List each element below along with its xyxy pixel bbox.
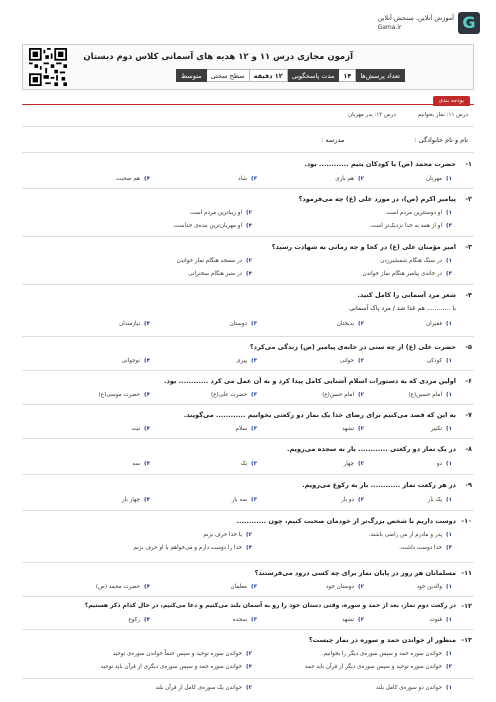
option[interactable]: ۲)چهار xyxy=(343,461,364,467)
divider xyxy=(22,474,474,475)
divider xyxy=(22,336,474,337)
option[interactable]: ۴)نیت xyxy=(131,426,150,432)
stat-questions-value: ۱۴ xyxy=(338,69,356,82)
section-label: بودجه بندی xyxy=(433,96,470,106)
question-number: ۶- xyxy=(465,377,472,385)
option[interactable]: ۴)حضرت موسی(ع) xyxy=(98,392,150,398)
divider xyxy=(22,370,474,371)
option[interactable]: ۳)یک xyxy=(240,461,257,467)
option[interactable]: ۴)خدا را دوست دارم و می‌خواهم با او حرف بزنم xyxy=(133,545,252,551)
question-number: ۹- xyxy=(465,481,472,489)
option[interactable]: ۱)فقیران xyxy=(426,321,452,327)
option[interactable]: ۱)کودکی xyxy=(426,358,452,364)
divider xyxy=(22,678,474,679)
divider xyxy=(22,236,474,237)
option[interactable]: ۱)او دوستترین مردم است. xyxy=(384,210,452,216)
question-number: ۳- xyxy=(465,243,472,251)
option[interactable]: ۲)خواندن سوره توحید و سپس حتماً خواندن سوره‌ی توحید xyxy=(112,651,252,657)
option[interactable]: ۲)امام حسن(ع) xyxy=(322,392,364,398)
stat-duration-value: ۱۲ دقیقه xyxy=(249,69,288,82)
exam-header xyxy=(22,44,474,90)
lesson-list xyxy=(28,112,468,118)
option[interactable]: ۱)مهربان xyxy=(425,176,452,182)
brand-url: Gama.ir xyxy=(377,24,402,31)
option[interactable]: ۱)قنوت xyxy=(429,617,452,623)
lesson-item: درس ۱۱: نماز بخوانیم xyxy=(417,112,468,118)
divider xyxy=(22,284,474,285)
option[interactable]: ۲)تشهد xyxy=(341,617,364,623)
option[interactable]: ۱)امام حسین(ع) xyxy=(408,392,452,398)
option[interactable]: ۴)او مهربان‌ترین بنده‌ی خداست. xyxy=(172,223,252,229)
option[interactable]: ۴)حضرت محمد (ص) xyxy=(95,584,150,590)
question-text: اولین مردی که به دستورات اسلام آشنایی کامل پیدا کرد و به آن عمل می کرد ............ بود. xyxy=(164,377,456,385)
divider xyxy=(22,126,474,127)
option[interactable]: ۳)معلمان xyxy=(230,584,257,590)
qr-code-icon[interactable] xyxy=(29,48,67,86)
question-text: مسلمانان هر روز در پایان نماز برای چه کسی درود می‌فرستند؟ xyxy=(254,569,456,577)
option[interactable]: ۳)او از همه به خدا نزدیک‌تر است. xyxy=(369,223,452,229)
option[interactable]: ۱)در سنگ هنگام شمشیرزدن xyxy=(380,258,452,264)
gama-logo-icon: G xyxy=(458,12,480,34)
question-text: حضرت محمد (ص) یا کودکان یتیم ............ بود. xyxy=(304,160,456,168)
option[interactable]: ۲)دو بار xyxy=(341,497,364,503)
option[interactable]: ۲)هم بازی xyxy=(335,176,364,182)
question-number: ۸- xyxy=(465,445,472,453)
divider xyxy=(22,188,474,189)
question-text: به این که قصد می‌کنیم برای رضای خدا یک نماز دو رکعتی بخوانیم ............ می‌گویند. xyxy=(183,411,456,419)
option[interactable]: ۳)سه بار xyxy=(231,497,257,503)
option[interactable]: ۳)سلام xyxy=(235,426,257,432)
brand-name: آموزش آنلاین، سنجش آنلاین xyxy=(377,14,454,22)
question-number: ۱۳- xyxy=(461,636,472,644)
option[interactable]: ۳)خدا دوست داشت. xyxy=(399,545,452,551)
option[interactable]: ۳)حضرت علی(ع) xyxy=(211,392,257,398)
option[interactable]: ۱)خواندن سوره حمد و سپس سوره‌ی دیگر را بخوانیم. xyxy=(321,651,452,657)
stat-difficulty-label: سطح سختی xyxy=(206,69,250,82)
stat-difficulty-value: متوسط xyxy=(176,69,206,82)
question-number: ۵- xyxy=(465,343,472,351)
question-number: ۲- xyxy=(465,195,472,203)
brand xyxy=(378,14,454,32)
student-info xyxy=(28,136,468,144)
question-text: در هر رکعت نماز ............ بار به رکوع می‌رویم. xyxy=(302,481,456,489)
option[interactable]: ۴)چهار بار xyxy=(121,497,150,503)
question-text: پیامبر اکرم (ص)، در مورد علی (ع) چه می‌فرمود؟ xyxy=(298,195,456,203)
option[interactable]: ۲)او زیباترین مردم است. xyxy=(188,210,252,216)
option[interactable]: ۴)خواندن سوره حمد و سپس سوره‌ی دیگری از قرآن باید توحید xyxy=(100,664,252,670)
option[interactable]: ۲)بدبختان xyxy=(336,321,364,327)
question-subtext: با ............ هم غذا شد / مرد پاک آسمانی xyxy=(349,305,456,312)
question-text: در رکعت دوم نماز، بعد از حمد و سوره، وقتی دستان خود را رو به آسمان بلند می‌کنیم و دعا می‌کنیم، در حال کدام ذکر هستیم؟ xyxy=(84,602,456,609)
name-label: نام و نام خانوادگی : xyxy=(414,136,468,144)
question-text: شعر مرد آسمانی را کامل کنید. xyxy=(357,291,456,299)
divider xyxy=(22,438,474,439)
option[interactable]: ۲)جوانی xyxy=(339,358,364,364)
question-text: دوست داریم با شخص بزرگ‌تر از خودمان صحبت کنیم، چون ............ xyxy=(236,517,456,525)
option[interactable]: ۲)در مسجد هنگام نماز خواندن xyxy=(176,258,252,264)
option[interactable]: ۲)دوستان خود xyxy=(326,584,364,590)
option[interactable]: ۲)تشهد xyxy=(341,426,364,432)
option[interactable]: ۳)در خانه‌ی پیامبر هنگام نماز خواندن xyxy=(362,271,452,277)
question-number: ۱۲- xyxy=(461,602,472,610)
stat-questions-label: تعداد پرسش‌ها xyxy=(355,69,405,82)
option[interactable]: ۲)با خدا حرف بزنم xyxy=(203,532,252,538)
option[interactable]: ۳)دوستان xyxy=(229,321,257,327)
section-divider xyxy=(22,104,474,105)
question-number: ۱۱- xyxy=(461,569,472,577)
question-number: ۴- xyxy=(465,291,472,299)
option[interactable]: ۱)پدر و مادرم از من راضی باشند. xyxy=(368,532,452,538)
option[interactable]: ۴)نوجوانی xyxy=(121,358,150,364)
option[interactable]: ۱)والدین خود xyxy=(416,584,452,590)
divider xyxy=(22,629,474,630)
divider xyxy=(22,562,474,563)
option[interactable]: ۴)نیازمندان xyxy=(119,321,150,327)
option[interactable]: ۱)خواندن دو سوره‌ی کامل بلند xyxy=(375,685,452,691)
school-label: مدرسه : xyxy=(321,136,345,144)
divider xyxy=(22,404,474,405)
option[interactable]: ۴)در منبر هنگام سخنرانی xyxy=(188,271,252,277)
question-text: حضرت علی (ع) از چه سنی در خانه‌ی پیامبر (ص) زندگی می‌کرد؟ xyxy=(249,343,456,351)
lesson-item: درس ۱۲: پدر مهربان xyxy=(348,112,396,118)
option[interactable]: ۴)هم صحبت xyxy=(116,176,150,182)
option[interactable]: ۳)پیری xyxy=(236,358,257,364)
option[interactable]: ۱)دو xyxy=(436,461,452,467)
option[interactable]: ۱)تکبیر xyxy=(430,426,452,432)
exam-title: آزمون مجازی درس ۱۱ و ۱۲ هدیه های آسمانی کلاس دوم دبستان xyxy=(83,52,353,62)
divider xyxy=(22,152,474,153)
option[interactable]: ۲)خواندن یک سوره‌ی کامل از قرآن بلند xyxy=(155,685,252,691)
option[interactable]: ۴)سه xyxy=(132,461,150,467)
question-text: منظور از خواندن حمد و سوره در نماز چیست؟ xyxy=(308,636,456,644)
question-number: ۱- xyxy=(465,160,472,168)
question-number: ۱۰- xyxy=(461,517,472,525)
exam-stats xyxy=(177,69,405,82)
question-number: ۷- xyxy=(465,411,472,419)
option[interactable]: ۳)خواندن سوره توحید و سپس سوره‌ی دیگر از قرآن باید حمد xyxy=(304,664,452,670)
divider xyxy=(22,596,474,597)
divider xyxy=(22,510,474,511)
question-text: امیر مؤمنان علی (ع) در کجا و چه زمانی به شهادت رسید؟ xyxy=(271,243,456,251)
option[interactable]: ۳)شاد xyxy=(238,176,257,182)
question-text: در یک نماز دو رکعتی ............ بار به سجده می‌رویم. xyxy=(286,445,456,453)
option[interactable]: ۳)سجده xyxy=(232,617,257,623)
option[interactable]: ۴)رکوع xyxy=(128,617,150,623)
option[interactable]: ۱)یک بار xyxy=(427,497,452,503)
stat-duration-label: مدت پاسخگویی xyxy=(287,69,340,82)
